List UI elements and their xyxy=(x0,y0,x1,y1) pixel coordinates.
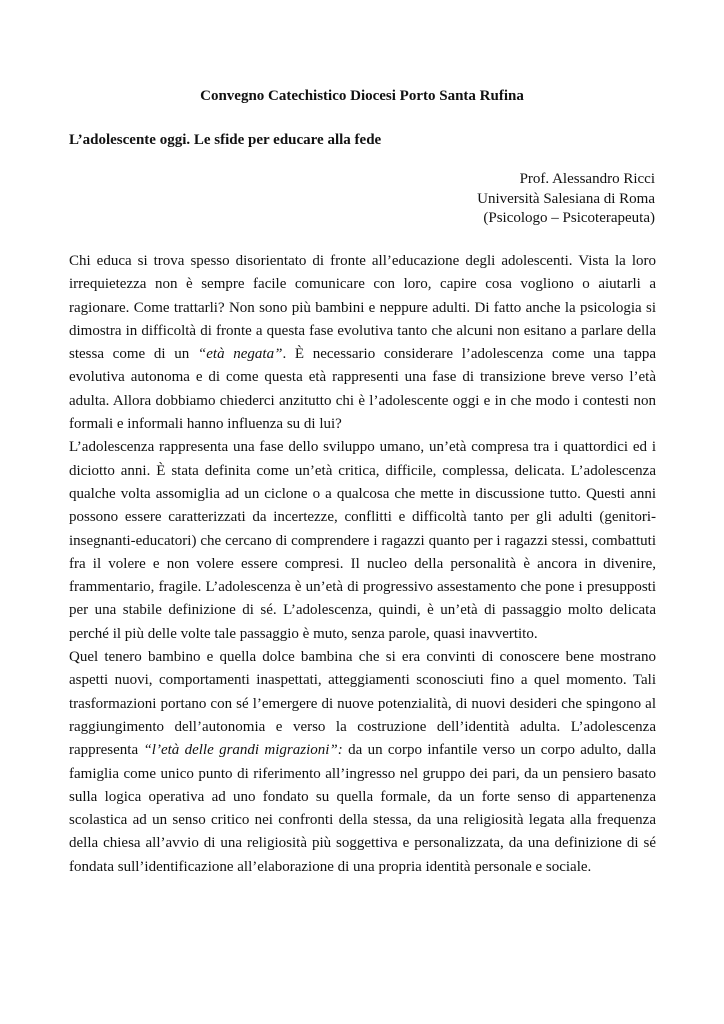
paragraph-text: da un corpo infantile verso un corpo adulto, dalla famiglia come unico punto di riferimento all’ingresso nel gruppo dei pari, da un pensiero basato sulla logica operativa ad uno fondato su quella formale, da un forte senso di appartenenza scolastica ad un senso critico nei confronti della stessa, da una religiosità legata alla frequenza della chiesa all’avvio di una religiosità più soggettiva e personalizzata, da una definizione di sé fondata sull’identificazione all’elaborazione di una propria identità personale e sociale. xyxy=(69,742,656,875)
paragraph xyxy=(69,250,656,436)
paragraph xyxy=(69,646,656,879)
paragraph-text: Quel tenero bambino e quella dolce bambina che si era convinti di conoscere bene mostrano aspetti nuovi, comportamenti inaspettati, atteggiamenti sconosciuti fino a quel momento. Tali trasformazioni portano con sé l’emergere di nuove potenzialità, di nuovi desideri che spingono al raggiungimento dell’autonomia e verso la costruzione dell’identità adulta. L’adolescenza rappresenta xyxy=(69,649,656,759)
emphasis-text: “l’età delle grandi migrazioni”: xyxy=(143,742,343,759)
emphasis-text: “età negata” xyxy=(197,346,283,363)
paragraph-text: Chi educa si trova spesso disorientato di fronte all’educazione degli adolescenti. Vista la loro irrequietezza non è sempre facile comunicare con loro, capire cosa vogliono o aiutarli a ragionare. Come trattarli? Non sono più bambini e neppure adulti. Di fatto anche la psicologia si dimostra in difficoltà di fronte a questa fase evolutiva tanto che alcuni non esitano a parlare della stessa come di un xyxy=(69,253,656,363)
body-text xyxy=(69,250,656,879)
author-role: (Psicologo – Psicoterapeuta) xyxy=(483,210,655,226)
author-block xyxy=(477,170,655,229)
paragraph: L’adolescenza rappresenta una fase dello sviluppo umano, un’età compresa tra i quattordici ed i diciotto anni. È stata definita come un’età critica, difficile, complessa, delicata. L’adolescenza qualche volta assomiglia ad un ciclone o a qualcosa che mette in discussione tutto. Questi anni possono essere caratterizzati da incertezze, conflitti e difficoltà tanto per gli adulti (genitori-insegnanti-educatori) che cercano di comprendere i ragazzi quanto per i ragazzi stessi, combattuti fra il volere e non volere essere compresi. Il nucleo della personalità è ancora in divenire, frammentario, fragile. L’adolescenza è un’età di progressivo assestamento che pone i presupposti per una stabile definizione di sé. L’adolescenza, quindi, è un’età di passaggio molto delicata perché il più delle volte tale passaggio è muto, senza parole, quasi inavvertito. xyxy=(69,439,656,642)
document-title: L’adolescente oggi. Le sfide per educare alla fede xyxy=(69,132,382,148)
author-affiliation: Università Salesiana di Roma xyxy=(477,190,655,207)
author-name: Prof. Alessandro Ricci xyxy=(519,171,655,187)
conference-title: Convegno Catechistico Diocesi Porto Santa Rufina xyxy=(200,88,524,104)
paragraph-text: . È necessario considerare l’adolescenza come una tappa evolutiva autonoma e di come questa età rappresenti una fase di transizione breve verso l’età adulta. Allora dobbiamo chiederci anzitutto chi è l’adolescente oggi e in che modo i contesti non formali e informali hanno influenza su di lui? xyxy=(69,346,656,433)
